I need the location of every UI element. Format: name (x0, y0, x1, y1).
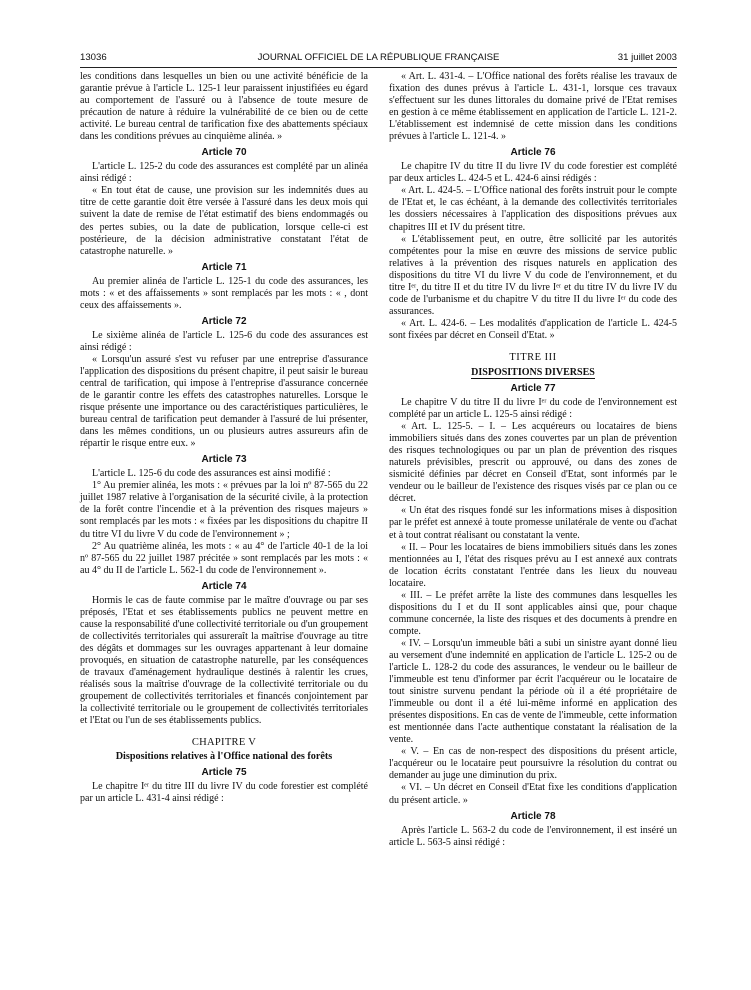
article-heading: Article 78 (510, 810, 556, 822)
article-heading: Article 72 (201, 315, 247, 327)
paragraph: 1° Au premier alinéa, les mots : « prévues par la loi nº 87-565 du 22 juillet 1987 relative à l'organisation de la sécurité civile, à la protection de la forêt contre l'incendie et à la prévention des risques majeurs » sont remplacés par les mots : « fixées par les dispositions du chapitre II du titre VI du livre V du code de l'environnement » ; (80, 480, 368, 540)
paragraph: « Un état des risques fondé sur les informations mises à disposition par le préfet est annexé à toute promesse unilatérale de vente ou d'achat et à tout contrat réalisant ou constatant la vente. (389, 505, 677, 541)
right-column (389, 71, 677, 849)
paragraph: « II. – Pour les locataires de biens immobiliers situés dans les zones mentionnées au I, l'état des risques prévu au I est annexé aux contrats de location écrits constatant l'entrée dans les lieux du nouveau locataire. (389, 541, 677, 589)
paragraph: Après l'article L. 563-2 du code de l'environnement, il est inséré un article L. 563-5 ainsi rédigé : (389, 824, 677, 848)
paragraph: Le chapitre Iᵉʳ du titre III du livre IV du code forestier est complété par un article L. 431-4 ainsi rédigé : (80, 781, 368, 805)
article-heading: Article 74 (201, 580, 247, 592)
paragraph: L'article L. 125-2 du code des assurances est complété par un alinéa ainsi rédigé : (80, 161, 368, 185)
issue-date: 31 juillet 2003 (617, 52, 677, 63)
paragraph: les conditions dans lesquelles un bien ou une activité bénéficie de la garantie prévue à l'article L. 125-1 leur paraissent injustifiées eu égard au comportement de l'assuré ou à l'absence de toute mesure de précaution de nature à réduire la vulnérabilité de ce bien ou de cette activité. Le bureau central de tarification fixe des abattements spéciaux dans les conditions prévues au cinquième alinéa. » (80, 71, 368, 143)
chapter-title: Dispositions relatives à l'Office national des forêts (115, 751, 333, 763)
paragraph: « III. – Le préfet arrête la liste des communes dans lesquelles les dispositions du I et du II sont applicables ainsi que, pour chaque commune concernée, la liste des risques et des documents à prendre en compte. (389, 589, 677, 637)
paragraph: Au premier alinéa de l'article L. 125-1 du code des assurances, les mots : « et des affaissements » sont remplacés par les mots : « , dont ceux des affaissements ». (80, 275, 368, 311)
paragraph: « Art. L. 424-6. – Les modalités d'application de l'article L. 424-5 sont fixées par décret en Conseil d'Etat. » (389, 317, 677, 341)
article-heading: Article 77 (510, 382, 556, 394)
paragraph: « VI. – Un décret en Conseil d'Etat fixe les conditions d'application du présent article. » (389, 782, 677, 806)
title-heading: TITRE III (509, 351, 557, 363)
page-number: 13036 (80, 52, 107, 63)
paragraph: « Art. L. 424-5. – L'Office national des forêts instruit pour le compte de l'Etat et, le cas échéant, à la demande des collectivités territoriales les dossiers nécessaires à l'application des dispositions prévues aux chapitres III et IV du présent titre. (389, 185, 677, 233)
article-heading: Article 73 (201, 454, 247, 466)
paragraph: L'article L. 125-6 du code des assurances est ainsi modifié : (92, 468, 331, 480)
paragraph: Le sixième alinéa de l'article L. 125-6 du code des assurances est ainsi rédigé : (80, 329, 368, 353)
left-column (80, 71, 368, 805)
paragraph: « En tout état de cause, une provision sur les indemnités dues au titre de cette garantie doit être versée à l'assuré dans les deux mois qui suivent la date de remise de l'état estimatif des biens endommagés ou des pertes subies, ou la date de publication, lorsque celle-ci est postérieure, de la décision administrative constatant l'état de catastrophe naturelle. » (80, 185, 368, 257)
paragraph: « Art. L. 431-4. – L'Office national des forêts réalise les travaux de fixation des dunes prévus à l'article L. 431-1, lorsque ces travaux s'effectuent sur les dunes littorales du domaine privé de l'Etat remises en gestion à ce même établissement en application de l'article L. 121-2. L'établissement est indemnisé de cette mission dans les conditions prévues à l'article L. 121-4. » (389, 71, 677, 143)
paragraph: « IV. – Lorsqu'un immeuble bâti a subi un sinistre ayant donné lieu au versement d'une indemnité en application de l'article L. 125-2 ou de l'article L. 128-2 du code des assurances, le vendeur ou le bailleur de l'immeuble est tenu d'informer par écrit l'acquéreur ou le locataire de tout sinistre survenu pendant la période où il a été propriétaire de l'immeuble ou dont il a été lui-même informé en application des présentes dispositions. En cas de vente de l'immeuble, cette information est mentionnée dans l'acte authentique constatant la réalisation de la vente. (389, 637, 677, 746)
paragraph: « Art. L. 125-5. – I. – Les acquéreurs ou locataires de biens immobiliers situés dans des zones couvertes par un plan de prévention des risques technologiques ou par un plan de prévention des risques naturels prévisibles, prescrit ou approuvé, ou dans des zones de sismicité définies par décret en Conseil d'Etat, sont informés par le vendeur ou le bailleur de l'existence des risques visés par ce plan ou ce décret. (389, 421, 677, 505)
running-header (80, 52, 677, 66)
paragraph: Hormis le cas de faute commise par le maître d'ouvrage ou par ses préposés, l'Etat et ses établissements publics ne peuvent mettre en cause la responsabilité d'une collectivité territoriale ou d'un groupement de collectivités territoriales qui assureraît la maîtrise d'ouvrage au titre des dégâts et dommages sur les ouvrages appartenant à leur domaine provoqués, en situation de catastrophe naturelle, par les conséquences de travaux d'aménagement hydraulique destinés à ralentir les crues, réalisés sous la maîtrise d'ouvrage de la collectivité territoriale ou du groupement de collectivités territoriales et financés conjointement par la collectivité territoriale ou le groupement de collectivités territoriales et l'Etat ou l'un de ses établissements publics. (80, 594, 368, 727)
title-subheading (389, 367, 677, 379)
article-heading: Article 70 (201, 147, 247, 159)
paragraph: 2° Au quatrième alinéa, les mots : « au 4° de l'article 40-1 de la loi nº 87-565 du 22 juillet 1987 précitée » sont remplacés par les mots : « au 4° du II de l'article L. 562-1 du code de l'environnement ». (80, 540, 368, 576)
article-heading: Article 76 (510, 147, 556, 159)
chapter-heading: CHAPITRE V (191, 737, 257, 749)
title-subheading-text: DISPOSITIONS DIVERSES (471, 366, 595, 378)
paragraph: « V. – En cas de non-respect des dispositions du présent article, l'acquéreur ou le locataire peut poursuivre la résolution du contrat ou demander au juge une diminution du prix. (389, 746, 677, 782)
paragraph: Le chapitre V du titre II du livre Iᵉʳ du code de l'environnement est complété par un article L. 125-5 ainsi rédigé : (389, 396, 677, 421)
paragraph: « L'établissement peut, en outre, être sollicité par les autorités compétentes pour la mise en œuvre des missions de service public relatives à la prévention des risques naturels en application des dispositions du titre VI du livre V du code de l'environnement, et du titre Iᵉʳ, du titre II et du titre IV du livre Iᵉʳ et du titre IV du livre IV du code de l'urbanisme et du chapitre V du titre II du livre Iᵉʳ du code des assurances. (389, 233, 677, 317)
paragraph: « Lorsqu'un assuré s'est vu refuser par une entreprise d'assurance l'application des dispositions du présent chapitre, il peut saisir le bureau central de tarification, qui impose à l'entreprise d'assurance concernée de le garantir contre les effets des catastrophes naturelles. Lorsque le risque présente une importance ou des caractéristiques particulières, le bureau central de tarification peut demander à l'assuré de lui présenter, dans les mêmes conditions, un ou plusieurs autres assureurs afin de répartir le risque entre eux. » (80, 353, 368, 450)
header-rule (80, 67, 677, 68)
paragraph: Le chapitre IV du titre II du livre IV du code forestier est complété par deux articles L. 424-5 et L. 424-6 ainsi rédigés : (389, 161, 677, 185)
journal-title: JOURNAL OFFICIEL DE LA RÉPUBLIQUE FRANÇAISE (257, 52, 500, 63)
article-heading: Article 71 (201, 261, 247, 273)
article-heading: Article 75 (201, 767, 247, 779)
